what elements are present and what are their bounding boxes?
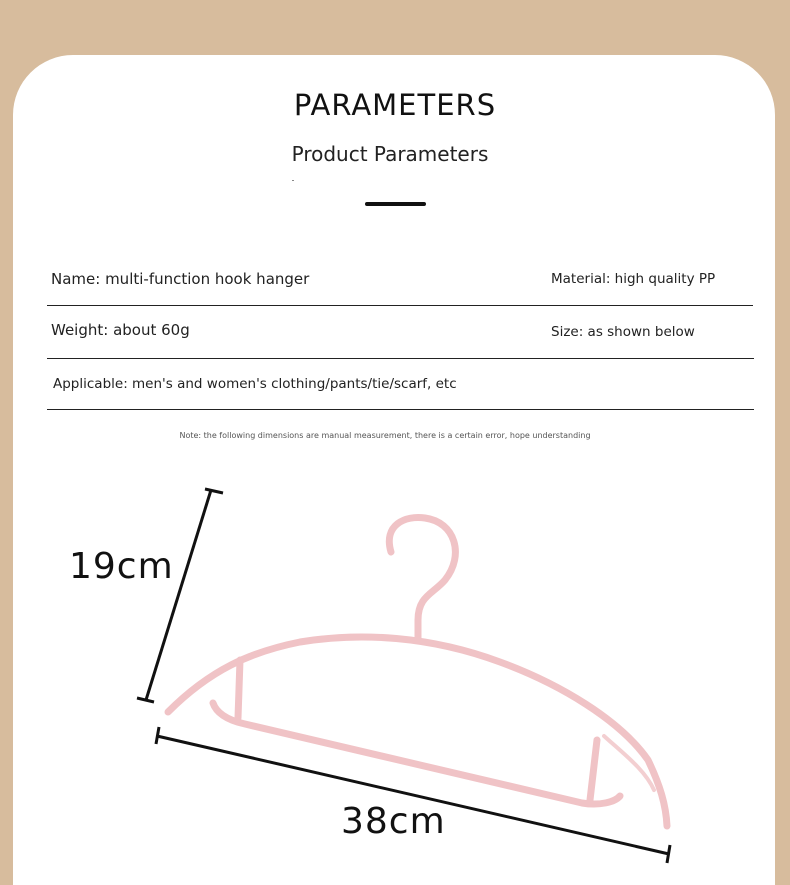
param-weight: Weight: about 60g [51, 321, 190, 339]
param-size: Size: as shown below [551, 324, 695, 340]
height-dimension-line [137, 489, 223, 702]
hanger-icon [168, 517, 667, 826]
param-material: Material: high quality PP [551, 271, 716, 287]
page-title: PARAMETERS [293, 88, 497, 122]
page-subtitle: Product Parameters [291, 142, 489, 166]
param-name: Name: multi-function hook hanger [51, 270, 310, 288]
height-label: 19cm [69, 546, 174, 587]
width-label: 38cm [341, 801, 446, 842]
param-applicable: Applicable: men's and women's clothing/pants/tie/scarf, etc [53, 376, 457, 392]
measurement-note: Note: the following dimensions are manual measurement, there is a certain error, hope understanding [179, 431, 591, 440]
